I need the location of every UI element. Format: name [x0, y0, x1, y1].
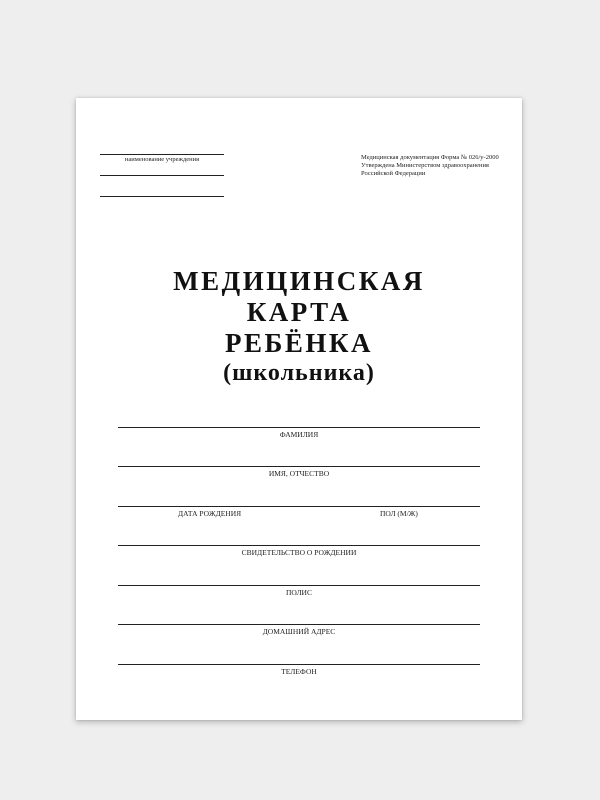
phone-line[interactable] [118, 664, 480, 665]
form-note [361, 154, 511, 178]
phone-label: ТЕЛЕФОН [281, 667, 317, 676]
name-patronymic-label: ИМЯ, ОТЧЕСТВО [268, 469, 330, 478]
name-patronymic-line[interactable] [118, 466, 480, 467]
surname-label: ФАМИЛИЯ [279, 430, 319, 439]
policy-line[interactable] [118, 585, 480, 586]
home-address-line[interactable] [118, 624, 480, 625]
title-line-4: (школьника) [223, 360, 375, 386]
surname-field[interactable] [118, 427, 480, 439]
institution-line-3[interactable] [100, 196, 224, 197]
institution-line-2[interactable] [100, 175, 224, 176]
institution-block [100, 154, 224, 163]
birth-date-label: ДАТА РОЖДЕНИЯ [178, 509, 242, 518]
document-title [76, 266, 522, 387]
form-note-line-1: Медицинская документация Форма № 026/у-2000 [361, 154, 499, 161]
policy-field[interactable] [118, 585, 480, 597]
title-line-3: РЕБЁНКА [225, 328, 373, 358]
document-page [76, 98, 522, 720]
home-address-field[interactable] [118, 624, 480, 636]
policy-label: ПОЛИС [286, 588, 312, 597]
name-patronymic-field[interactable] [118, 466, 480, 478]
sex-label: ПОЛ (М/Ж) [380, 509, 418, 518]
birth-certificate-field[interactable] [118, 545, 480, 557]
institution-line-1[interactable] [100, 154, 224, 155]
institution-label: наименование учреждения [124, 156, 200, 163]
form-note-line-2: Утверждена Министерством здравоохранения [361, 162, 489, 169]
title-line-1: МЕДИЦИНСКАЯ [173, 266, 425, 296]
phone-field[interactable] [118, 664, 480, 676]
birth-certificate-label: СВИДЕТЕЛЬСТВО О РОЖДЕНИИ [241, 548, 357, 557]
home-address-label: ДОМАШНИЙ АДРЕС [262, 627, 336, 636]
birth-date-sex-field[interactable] [118, 506, 480, 517]
title-line-2: КАРТА [246, 297, 352, 327]
birth-certificate-line[interactable] [118, 545, 480, 546]
surname-line[interactable] [118, 427, 480, 428]
form-note-line-3: Российской Федерации [361, 170, 426, 177]
